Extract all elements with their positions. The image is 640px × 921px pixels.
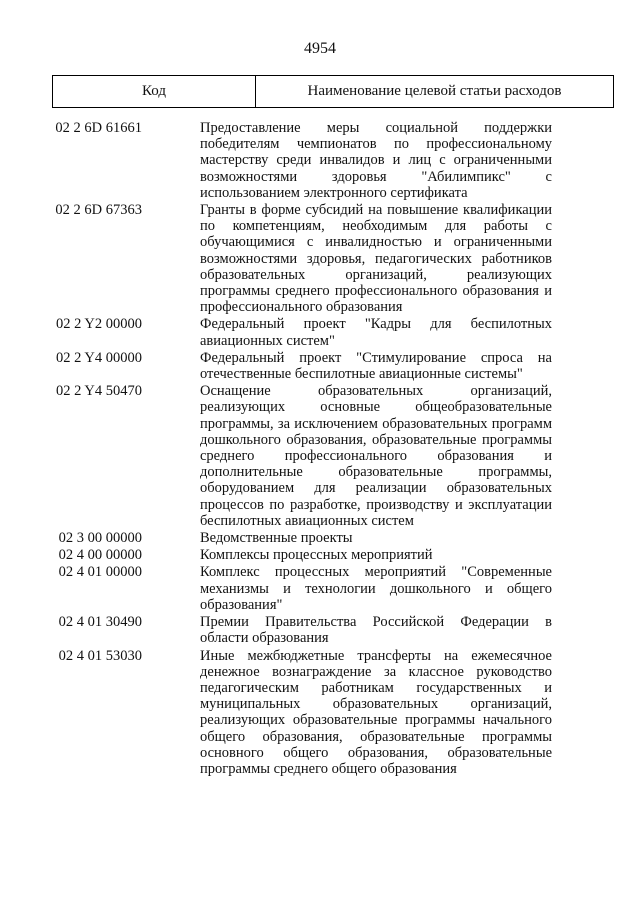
page-number: 4954 [304,40,336,57]
row-code: 02 2 6D 67363 [55,202,142,219]
row-name: Федеральный проект "Стимулирование спроса на отечественные беспилотные авиационные системы" [200,349,552,383]
row-name: Иные межбюджетные трансферты на ежемесячное денежное вознаграждение за классное руководство педагогическим работникам государственных и муниципальных образовательных организаций, реализующих образовательные программы начального общего образования, образовательные программы основного общего образования, образовательные программы среднего общего образования [200,647,552,777]
row-name: Комплекс процессных мероприятий "Современные механизмы и технологии дошкольного и общего образования" [200,564,552,613]
row-code: 02 2 Y4 00000 [55,349,142,366]
table-row [0,564,640,613]
row-name: Премии Правительства Российской Федерации в области образования [200,614,552,647]
row-code: 02 2 6D 61661 [55,120,142,136]
column-header-code: Код [53,76,256,107]
row-name: Ведомственные проекты [200,530,353,547]
column-header-name: Наименование целевой статьи расходов [307,83,562,99]
row-name: Предоставление меры социальной поддержки победителям чемпионатов по профессиональному мастерству среди инвалидов и лиц с ограниченными возможностями здоровья "Абилимпикс" с использованием электронного сертификата [200,120,552,201]
row-code: 02 4 00 00000 [58,547,142,564]
table-row [0,383,640,529]
row-name: Федеральный проект "Кадры для беспилотных авиационных систем" [200,316,552,349]
row-code: 02 3 00 00000 [58,530,142,547]
table-row [0,530,640,546]
table-row [0,202,640,315]
table-body [0,120,640,778]
row-code: 02 2 Y2 00000 [55,316,142,333]
table-row [0,120,640,201]
table-row [0,648,640,778]
row-code: 02 4 01 53030 [58,647,142,664]
table-row [0,614,640,646]
row-code: 02 4 01 30490 [58,614,142,631]
row-code: 02 2 Y4 50470 [55,383,142,400]
table-row [0,316,640,348]
row-code: 02 4 01 00000 [58,564,142,581]
row-name: Гранты в форме субсидий на повышение квалификации по компетенциям, необходимым для работы с обучающимися с инвалидностью и ограниченными возможностями здоровья, педагогических работников образовательных организаций, реализующих программы среднего профессионального образования и профессионального образования [200,202,552,316]
table-row [0,547,640,563]
row-name: Комплексы процессных мероприятий [200,547,433,564]
table-row [0,350,640,382]
table-header [52,75,614,108]
row-name: Оснащение образовательных организаций, реализующих основные общеобразовательные программы, за исключением образовательных программ дошкольного образования, образовательные программы среднего профессионального образования и дополнительные образовательные программы, оборудованием для реализации образовательных процессов по разработке, производству и эксплуатации беспилотных авиационных систем [200,383,552,529]
